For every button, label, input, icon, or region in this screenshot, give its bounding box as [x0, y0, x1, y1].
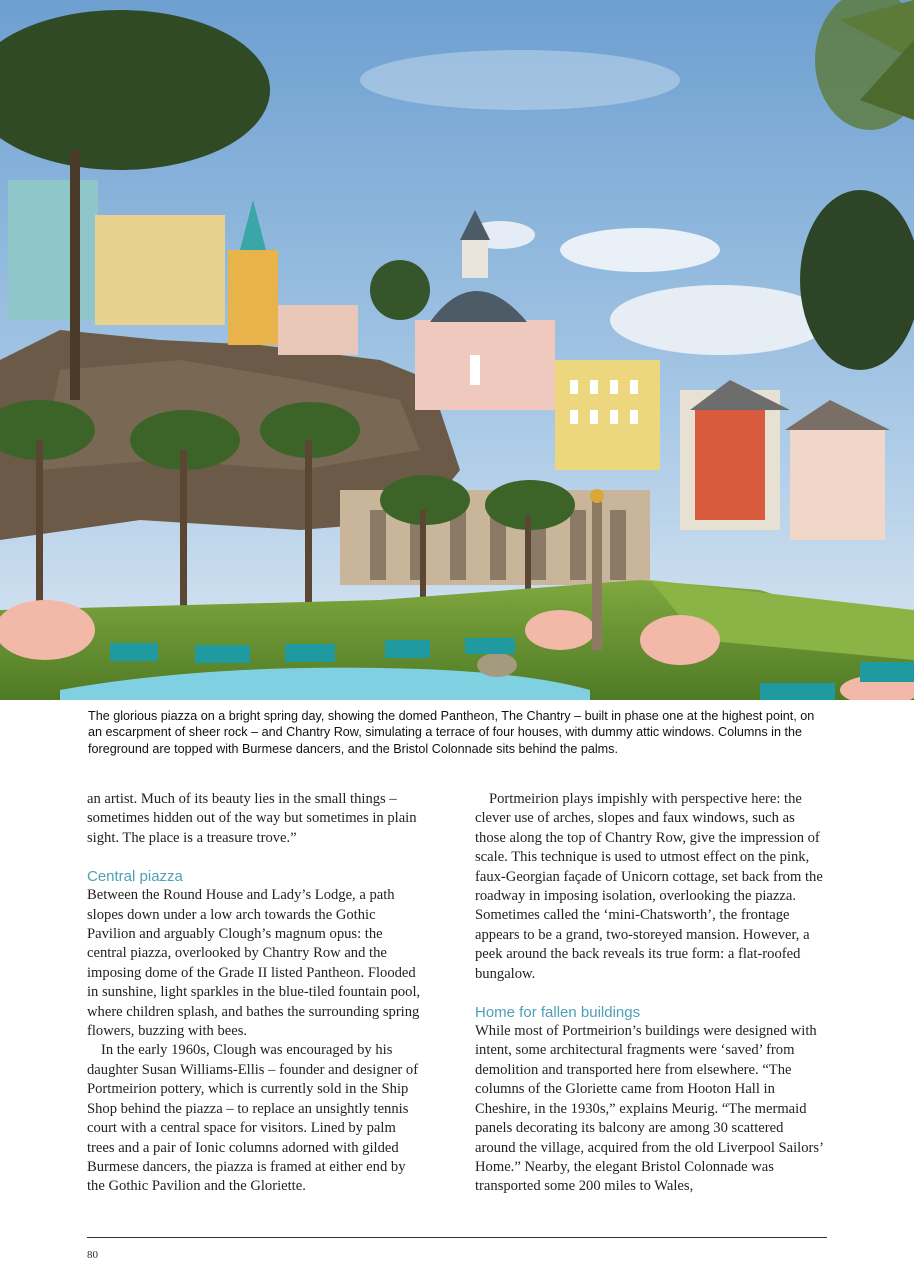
footer-rule: [87, 1237, 827, 1238]
intro-paragraph: an artist. Much of its beauty lies in the small things – sometimes hidden out of the way but sometimes in plain sight. The place is a treasure trove.”: [87, 791, 417, 846]
page-number: 80: [87, 1249, 98, 1261]
column-burmese-dancer: [592, 500, 602, 650]
left-column: [87, 790, 425, 1197]
right-column: [475, 790, 827, 1197]
heading-home-for-fallen-buildings: Home for fallen buildings: [475, 1004, 641, 1022]
building-turquoise: [8, 180, 98, 320]
body-paragraph: Between the Round House and Lady’s Lodge, a path slopes down under a low arch towards the Gothic Pavilion and arguably Clough’s magnum opus: the central piazza, overlooked by Chantry Row and the imposing dome of the Grade II listed Pantheon. Flooded in sunshine, light sparkles in the blue-tiled fountain pool, where children splash, and bathes the surrounding spring flowers, buzzing with bees.: [87, 887, 421, 1040]
pantheon: [415, 320, 555, 410]
photo-caption: The glorious piazza on a bright spring day, showing the domed Pantheon, The Chantry – built in phase one at the highest point, on an escarpment of sheer rock – and Chantry Row, simulating a terrace of four houses, with dummy attic windows. Columns in the foreground are topped with Burmese dancers, and the Bristol Colonnade sits behind the palms.: [88, 709, 815, 756]
body-paragraph: While most of Portmeirion’s buildings were designed with intent, some architectural fragments were ‘saved’ from demolition and transported here from elsewhere. “The columns of the Gloriette came from Hooton Hall in Cheshire, in the 1930s,” explains Meurig. “The mermaid panels decorating its balcony are among 30 scattered around the village, acquired from the old Liverpool Sailors’ Home.” Nearby, the elegant Bristol Colonnade was transported some 200 miles to Wales,: [475, 1023, 823, 1195]
building-red: [695, 410, 765, 520]
heading-central-piazza: Central piazza: [87, 868, 183, 886]
body-paragraph: In the early 1960s, Clough was encouraged by his daughter Susan Williams-Ellis – founder and designer of Portmeirion pottery, which is currently sold in the Ship Shop behind the piazza – to replace an unsightly tennis court with a central space for visitors. Lined by palm trees and a pair of Ionic columns adorned with gilded Burmese dancers, the piazza is framed at either end by the Gothic Pavilion and the Gloriette.: [87, 1042, 419, 1195]
building-yellow-left: [95, 215, 225, 325]
body-paragraph: Portmeirion plays impishly with perspective here: the clever use of arches, slopes and faux windows, such as those along the top of Chantry Row, give the impression of scale. This technique is used to utmost effect on the pink, faux-Georgian façade of Unicorn cottage, set back from the roadway in imposing isolation, overlooking the piazza. Sometimes called the ‘mini-Chatsworth’, the frontage appears to be a grand, two-storeyed mansion. However, a peek around the back reveals its true form: a flat-roofed bungalow.: [475, 791, 823, 982]
bell-tower: [228, 250, 278, 345]
